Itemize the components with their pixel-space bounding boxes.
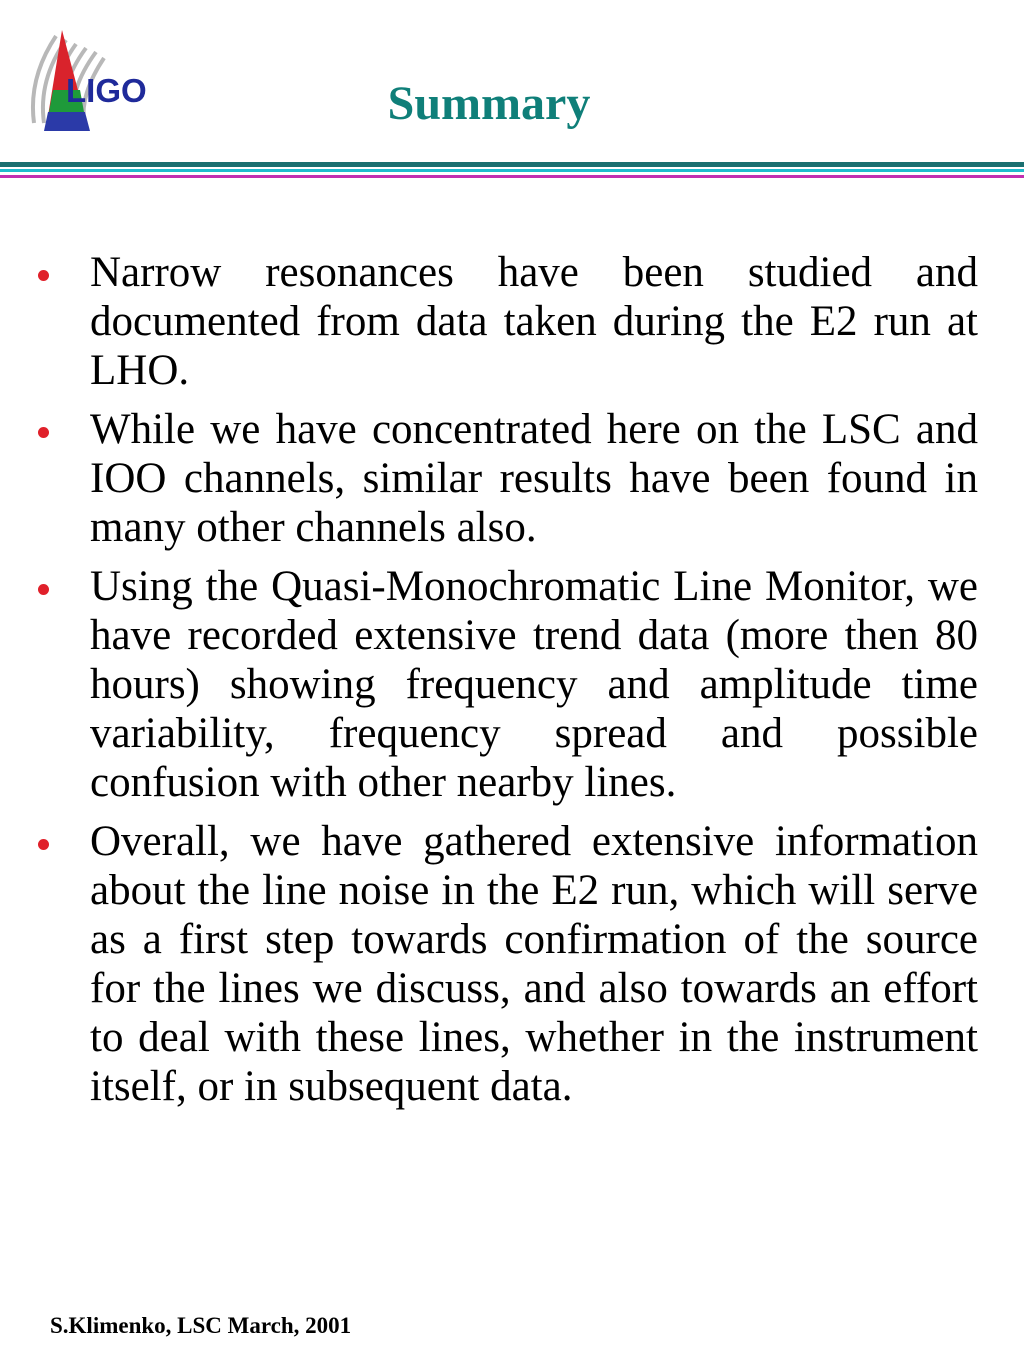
bullet-dot-icon [38, 270, 49, 281]
header-rule-dark [0, 162, 1024, 167]
header-rule-cyan [0, 169, 1024, 172]
bullet-text: Narrow resonances have been studied and documented from data taken during the E2 run at LHO. [90, 249, 978, 394]
bullet-dot-icon [38, 584, 49, 595]
bullet-item [38, 405, 978, 552]
footer-credit: S.Klimenko, LSC March, 2001 [50, 1313, 352, 1338]
bullet-item [38, 562, 978, 807]
bullet-dot-icon [38, 427, 49, 438]
bullet-text: While we have concentrated here on the LSC and IOO channels, similar results have been found in many other channels also. [90, 406, 978, 551]
summary-bullet-list [38, 248, 978, 1121]
bullet-item [38, 248, 978, 395]
bullet-item [38, 817, 978, 1111]
bullet-text: Overall, we have gathered extensive information about the line noise in the E2 run, which will serve as a first step towards confirmation of the source for the lines we discuss, and also towards an effort to deal with these lines, whether in the instrument itself, or in subsequent data. [90, 818, 978, 1110]
page-title: Summary [387, 77, 591, 130]
bullet-text: Using the Quasi-Monochromatic Line Monitor, we have recorded extensive trend data (more then 80 hours) showing frequency and amplitude time variability, frequency spread and possible confusion with other nearby lines. [90, 563, 978, 806]
header-rule-magenta [0, 175, 1024, 178]
bullet-dot-icon [38, 839, 49, 850]
logo-text: LIGO [66, 72, 147, 109]
